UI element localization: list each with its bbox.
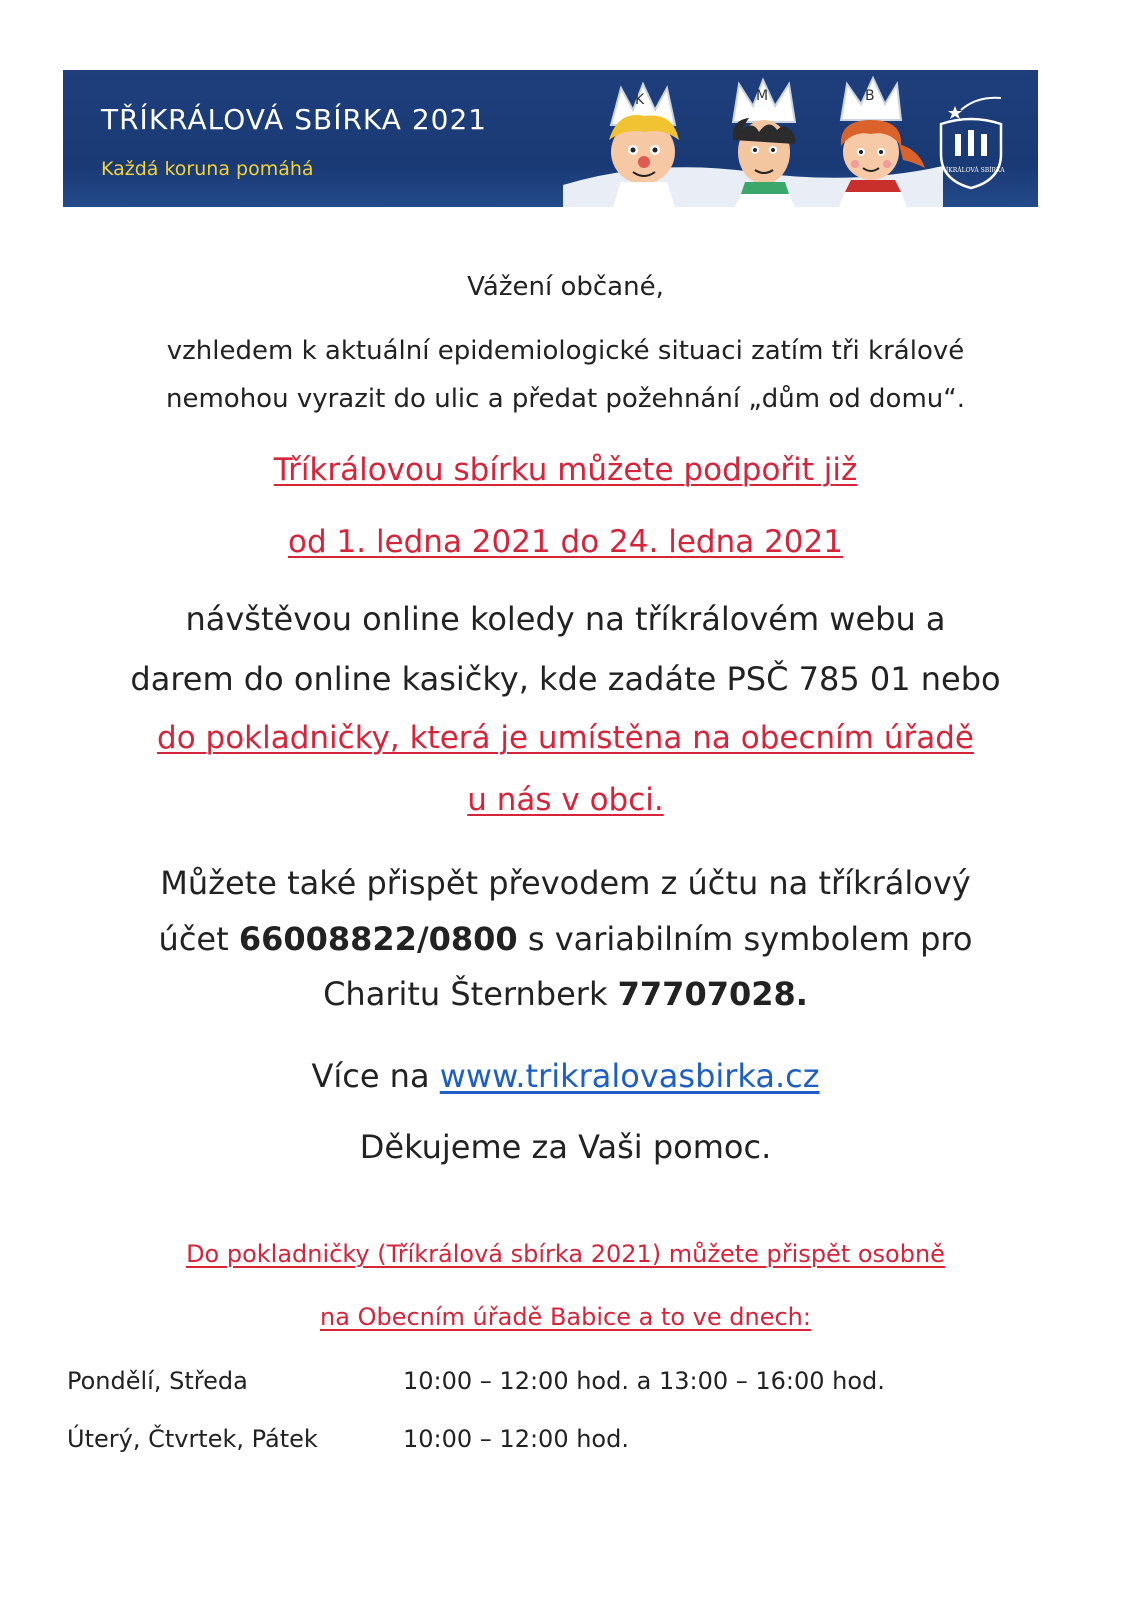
- personal-text-2: na Obecním úřadě Babice a to ve dnech:: [320, 1303, 811, 1331]
- crown-letter-b: B: [865, 88, 875, 104]
- charity-logo-text: TŘÍKRÁLOVÁ SBÍRKA: [937, 167, 1005, 174]
- king-k-figure: [609, 84, 679, 207]
- intro-line-2: nemohou vyrazit do ulic a předat požehnání „dům od domu“.: [165, 384, 966, 414]
- personal-line-2: [0, 1303, 1131, 1331]
- transfer-line-1: Můžete také přispět převodem z účtu na tříkrálový: [160, 864, 971, 902]
- box-line-1: [0, 720, 1131, 756]
- schedule-days-2: Úterý, Čtvrtek, Pátek: [67, 1425, 318, 1453]
- schedule-days-1: Pondělí, Středa: [67, 1367, 248, 1395]
- box-text-2: u nás v obci.: [467, 782, 664, 818]
- box-line-2: [0, 782, 1131, 818]
- header-banner: [63, 70, 1038, 207]
- personal-line-1: [0, 1240, 1131, 1268]
- box-text-1: do pokladničky, která je umístěna na obecním úřadě: [157, 720, 974, 756]
- transfer-line-3: [0, 975, 1131, 1013]
- three-kings-illustration: [563, 70, 943, 207]
- transfer-line-2: [0, 920, 1131, 958]
- intro-line-1: vzhledem k aktuální epidemiologické situaci zatím tři králové: [166, 336, 965, 366]
- transfer-prefix: účet: [158, 920, 239, 958]
- more-prefix: Více na: [311, 1057, 440, 1095]
- transfer-suffix: s variabilním symbolem pro: [517, 920, 973, 958]
- highlight-line-1: [0, 452, 1131, 488]
- website-link[interactable]: www.trikralovasbirka.cz: [439, 1057, 820, 1095]
- variable-symbol: 77707028.: [617, 975, 808, 1013]
- crown-letter-k: K: [635, 92, 645, 108]
- more-info-line: [0, 1057, 1131, 1095]
- banner-subtitle: Každá koruna pomáhá: [101, 158, 314, 180]
- highlight-text-2: od 1. ledna 2021 do 24. ledna 2021: [288, 524, 843, 560]
- visit-line-1: návštěvou online koledy na tříkrálovém webu a: [185, 600, 946, 638]
- visit-line-2: darem do online kasičky, kde zadáte PSČ 785 01 nebo: [130, 660, 1001, 698]
- charity-logo: [931, 92, 1011, 192]
- thanks-line: Děkujeme za Vaši pomoc.: [359, 1128, 772, 1166]
- highlight-text-1: Tříkrálovou sbírku můžete podpořit již: [273, 452, 858, 488]
- highlight-line-2: [0, 524, 1131, 560]
- banner-title: TŘÍKRÁLOVÁ SBÍRKA 2021: [101, 103, 488, 136]
- greeting: Vážení občané,: [467, 272, 664, 302]
- charity-name: Charitu Šternberk: [323, 975, 618, 1013]
- personal-text-1: Do pokladničky (Tříkrálová sbírka 2021) můžete přispět osobně: [186, 1240, 945, 1268]
- account-number: 66008822/0800: [238, 920, 518, 958]
- schedule-hours-1: 10:00 – 12:00 hod. a 13:00 – 16:00 hod.: [403, 1367, 885, 1395]
- crown-letter-m: M: [756, 88, 769, 104]
- schedule-hours-2: 10:00 – 12:00 hod.: [403, 1425, 629, 1453]
